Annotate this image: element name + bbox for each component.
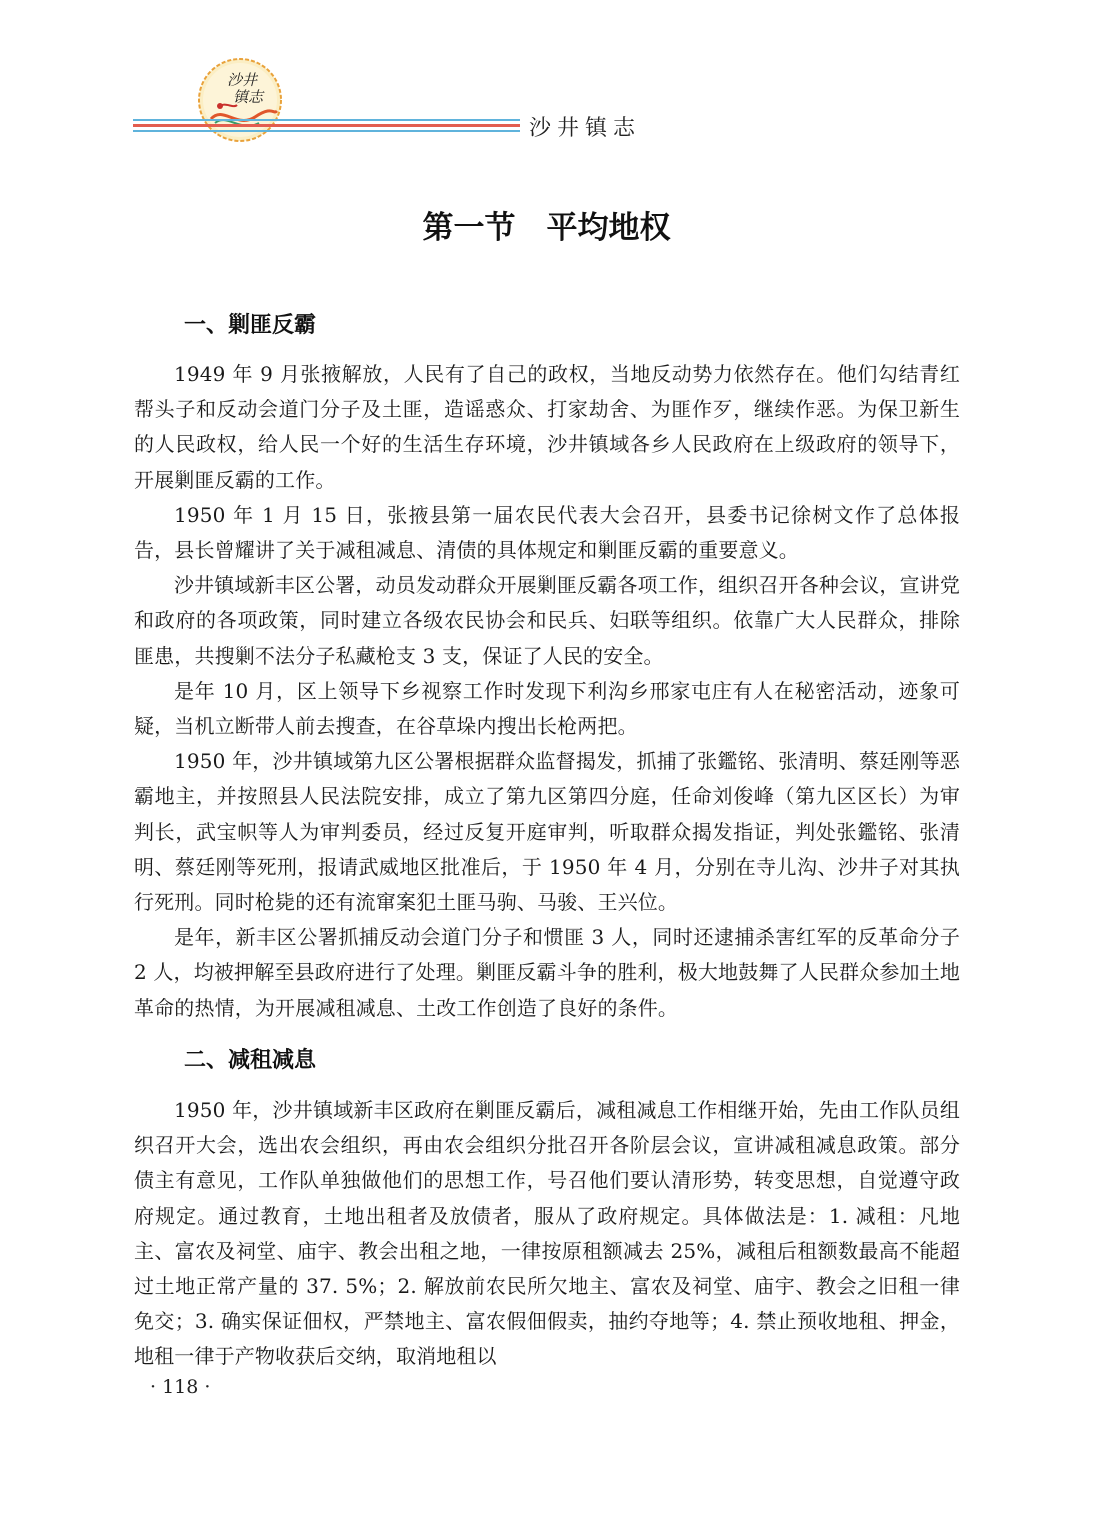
paragraph: 是年 10 月，区上领导下乡视察工作时发现下利沟乡邢家屯庄有人在秘密活动，迹象可疑，当机立断带人前去搜查，在谷草垛内搜出长枪两把。 <box>134 678 960 739</box>
paragraph: 1950 年，沙井镇域第九区公署根据群众监督揭发，抓捕了张鑑铭、张清明、蔡廷刚等恶霸地主，并按照县人民法院安排，成立了第九区第四分庭，任命刘俊峰（第九区区长）为审判长，武宝帜等人为审判委员，经过反复开庭审判，听取群众揭发指证，判处张鑑铭、张清明、蔡廷刚等死刑，报请武威地区批准后，于 1950 年 4 月，分别在寺儿沟、沙井子对其执行死刑。同时枪毙的还有流窜案犯土匪马驹、马骏、王兴位。 <box>134 749 960 915</box>
paragraph: 1950 年 1 月 15 日，张掖县第一届农民代表大会召开，县委书记徐树文作了总体报告，县长曾耀讲了关于减租减息、清债的具体规定和剿匪反霸的重要意义。 <box>134 502 960 563</box>
seal-text-line1: 沙井 <box>226 71 258 89</box>
header-rule <box>133 119 520 135</box>
page-header <box>0 0 1093 150</box>
page-number: · 118 · <box>150 1376 211 1398</box>
paragraph: 沙井镇域新丰区公署，动员发动群众开展剿匪反霸各项工作，组织召开各种会议，宣讲党和政府的各项政策，同时建立各级农民协会和民兵、妇联等组织。依靠广大人民群众，排除匪患，共搜剿不法分子私藏枪支 3 支，保证了人民的安全。 <box>134 573 960 668</box>
subsection-body-1 <box>134 357 960 1026</box>
subsection-body-2 <box>134 1093 960 1375</box>
subsection-heading-2: 二、减租减息 <box>184 1048 317 1073</box>
seal-text-line2: 镇志 <box>232 88 264 106</box>
book-title: 沙井镇志 <box>529 116 642 141</box>
paragraph: 1949 年 9 月张掖解放，人民有了自己的政权，当地反动势力依然存在。他们勾结青红帮头子和反动会道门分子及土匪，造谣惑众、打家劫舍、为匪作歹，继续作恶。为保卫新生的人民政权，给人民一个好的生活生存环境，沙井镇域各乡人民政府在上级政府的领导下，开展剿匪反霸的工作。 <box>134 362 960 492</box>
paragraph: 是年，新丰区公署抓捕反动会道门分子和惯匪 3 人，同时还逮捕杀害红军的反革命分子 2 人，均被押解至县政府进行了处理。剿匪反霸斗争的胜利，极大地鼓舞了人民群众参加土地革命的热情，为开展减租减息、土改工作创造了良好的条件。 <box>134 925 960 1020</box>
subsection-heading-1: 一、剿匪反霸 <box>184 313 317 338</box>
paragraph: 1950 年，沙井镇域新丰区政府在剿匪反霸后，减租减息工作相继开始，先由工作队员组织召开大会，选出农会组织，再由农会组织分批召开各阶层会议，宣讲减租减息政策。部分债主有意见，工作队单独做他们的思想工作，号召他们要认清形势，转变思想，自觉遵守政府规定。通过教育，土地出租者及放债者，服从了政府规定。具体做法是：1. 减租：凡地主、富农及祠堂、庙宇、教会出租之地，一律按原租额减去 25%，减租后租额数最高不能超过土地正常产量的 37. 5%；2. 解放前农民所欠地主、富农及祠堂、庙宇、教会之旧租一律免交；3. 确实保证佃权，严禁地主、富农假佃假卖，抽约夺地等；4. 禁止预收地租、押金，地租一律于产物收获后交纳，取消地租以 <box>134 1098 960 1369</box>
section-title: 第一节 平均地权 <box>422 210 671 246</box>
